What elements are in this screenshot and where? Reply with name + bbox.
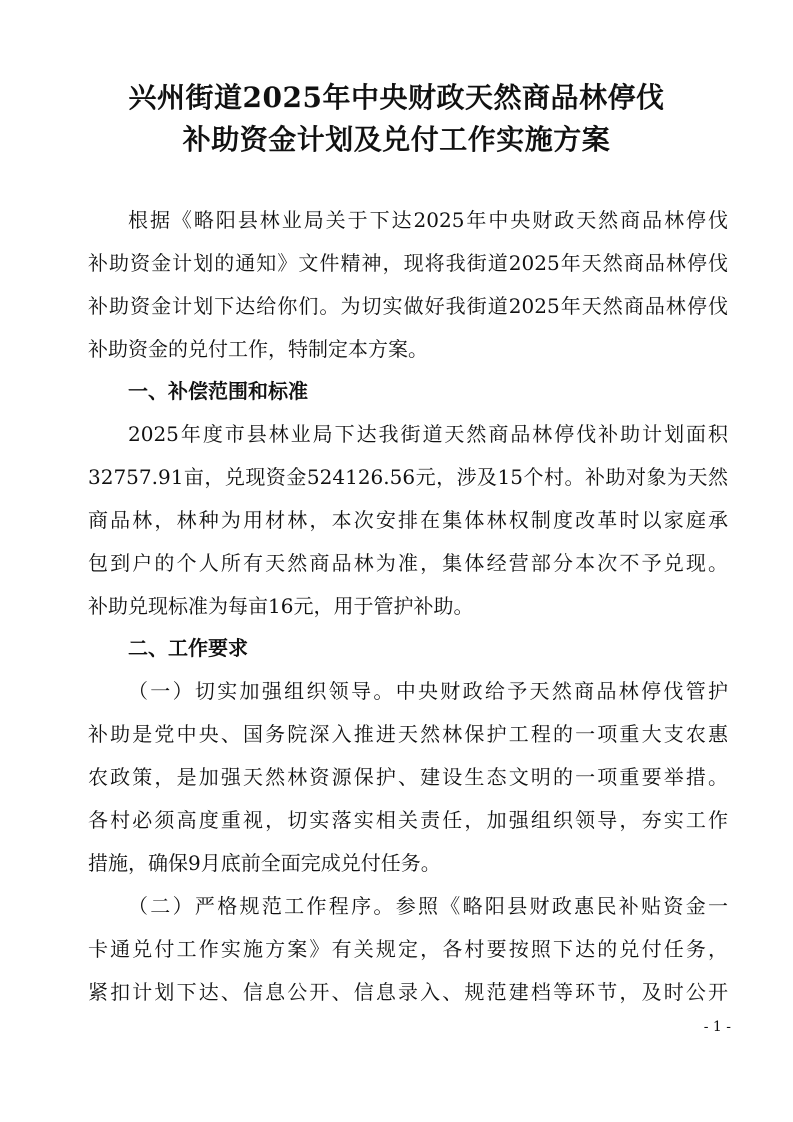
section-1-line-5: 补助兑现标准为每亩16元，用于管护补助。	[88, 594, 474, 618]
section-2-item-2-line-2: 卡通兑付工作实施方案》有关规定，各村要按照下达的兑付任务，	[88, 937, 728, 961]
section-2-item-1-line-2: 补助是党中央、国务院深入推进天然林保护工程的一项重大支农惠	[88, 722, 728, 746]
section-1-heading: 一、补偿范围和标准	[128, 379, 308, 403]
section-2-item-1-line-5: 措施，确保9月底前全面完成兑付任务。	[88, 851, 441, 875]
section-2-item-1-line-4: 各村必须高度重视，切实落实相关责任，加强组织领导，夯实工作	[88, 808, 728, 832]
section-2-item-2-line-3: 紧扣计划下达、信息公开、信息录入、规范建档等环节，及时公开	[88, 980, 728, 1004]
section-1-line-4: 包到户的个人所有天然商品林为准，集体经营部分本次不予兑现。	[88, 551, 728, 575]
section-1-line-1: 2025年度市县林业局下达我街道天然商品林停伐补助计划面积	[128, 422, 728, 446]
document-title-line-1: 兴州街道2025年中央财政天然商品林停伐	[128, 81, 665, 114]
section-2-item-1-line-1: （一）切实加强组织领导。中央财政给予天然商品林停伐管护	[128, 679, 728, 703]
page-number: - 1 -	[703, 1019, 731, 1035]
section-2-item-1-line-3: 农政策，是加强天然林资源保护、建设生态文明的一项重要举措。	[88, 765, 728, 789]
document-title-line-2: 补助资金计划及兑付工作实施方案	[182, 123, 611, 156]
intro-line-3: 补助资金计划下达给你们。为切实做好我街道2025年天然商品林停伐	[88, 294, 728, 318]
intro-line-1: 根据《略阳县林业局关于下达2025年中央财政天然商品林停伐	[128, 208, 728, 232]
section-1-line-3: 商品林，林种为用材林，本次安排在集体林权制度改革时以家庭承	[88, 508, 728, 532]
section-1-line-2: 32757.91亩，兑现资金524126.56元，涉及15个村。补助对象为天然	[88, 465, 728, 489]
section-2-heading: 二、工作要求	[128, 636, 248, 660]
intro-line-2: 补助资金计划的通知》文件精神，现将我街道2025年天然商品林停伐	[88, 251, 728, 275]
intro-line-4: 补助资金的兑付工作，特制定本方案。	[88, 337, 428, 361]
section-2-item-2-line-1: （二）严格规范工作程序。参照《略阳县财政惠民补贴资金一	[128, 894, 728, 918]
